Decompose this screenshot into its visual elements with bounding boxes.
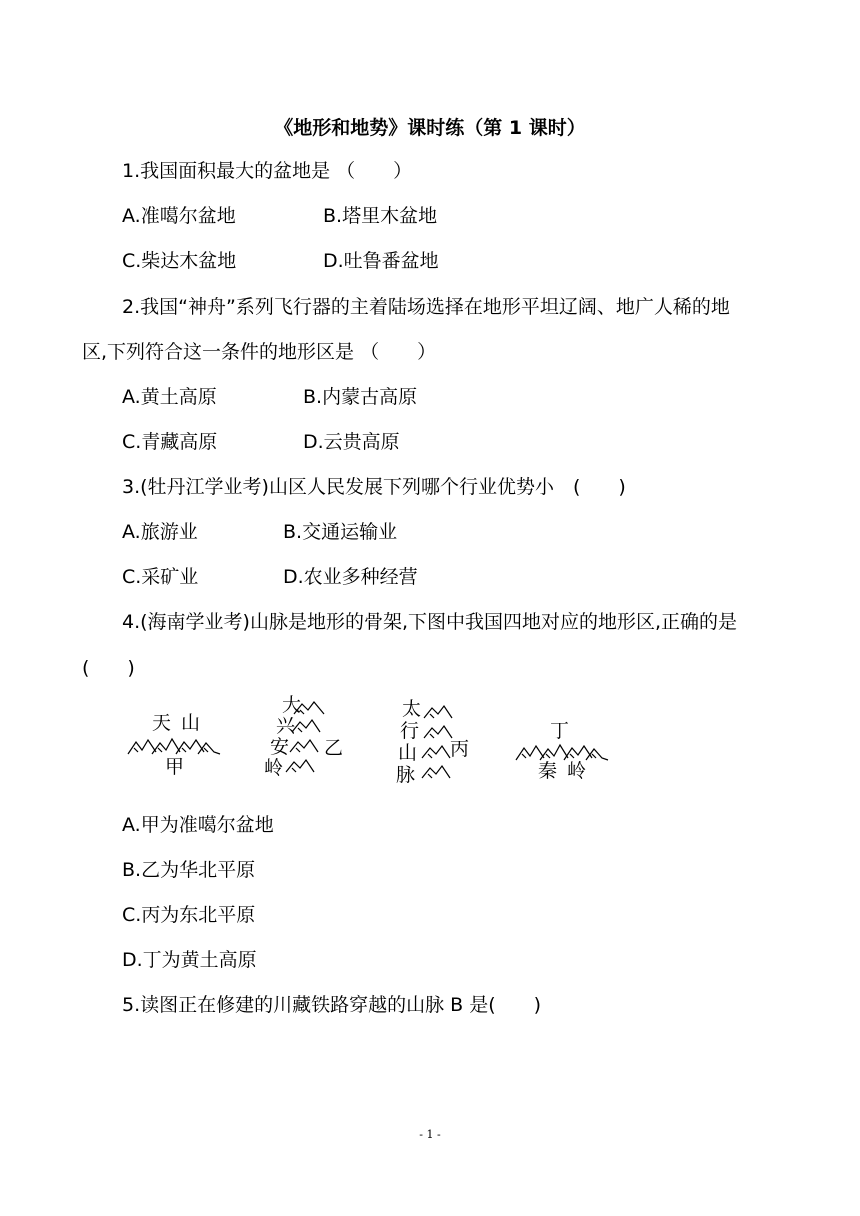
question-4-option-d: D.丁为黄土高原 [122, 949, 257, 971]
question-2-option-c: C.青藏高原 [122, 431, 218, 453]
tianshan-mountain-symbols [128, 734, 220, 756]
label-da: 大 [282, 694, 302, 716]
label-hang: 行 [400, 720, 420, 742]
question-4-option-a: A.甲为准噶尔盆地 [122, 814, 274, 836]
label-ling: 岭 [264, 757, 284, 779]
question-4-option-c: C.丙为东北平原 [122, 904, 256, 926]
label-ding: 丁 [550, 720, 570, 742]
question-1-option-a: A.准噶尔盆地 [122, 205, 236, 227]
question-2-stem-line-2: 区,下列符合这一条件的地形区是 （ ） [82, 341, 437, 363]
question-3-option-b: B.交通运输业 [283, 521, 398, 543]
question-2-option-a: A.黄土高原 [122, 386, 217, 408]
question-2-option-d: D.云贵高原 [303, 431, 400, 453]
question-4-stem-line-2: ( ) [82, 657, 135, 679]
question-3-option-c: C.采矿业 [122, 566, 199, 588]
question-5-stem: 5.读图正在修建的川藏铁路穿越的山脉 B 是( ) [122, 994, 542, 1016]
question-2-option-b: B.内蒙古高原 [303, 386, 418, 408]
question-1-option-b: B.塔里木盆地 [323, 205, 438, 227]
question-3-stem: 3.(牡丹江学业考)山区人民发展下列哪个行业优势小 ( ) [122, 476, 626, 498]
mountain-figure [120, 688, 620, 793]
label-mai: 脉 [396, 764, 416, 786]
question-1-stem: 1.我国面积最大的盆地是 （ ） [122, 160, 413, 182]
label-an: 安 [270, 736, 290, 758]
question-2-stem-line-1: 2.我国“神舟”系列飞行器的主着陆场选择在地形平坦辽阔、地广人稀的地 [122, 296, 730, 318]
label-shan: 山 [398, 742, 418, 764]
label-xing: 兴 [276, 715, 296, 737]
page-number: - 1 - [419, 1128, 441, 1141]
label-tianshan: 天 山 [152, 712, 203, 734]
question-1-option-d: D.吐鲁番盆地 [323, 250, 439, 272]
document-title: 《地形和地势》课时练（第 1 课时） [274, 117, 586, 139]
label-yi: 乙 [324, 737, 344, 759]
question-3-option-a: A.旅游业 [122, 521, 198, 543]
question-3-option-d: D.农业多种经营 [283, 566, 418, 588]
question-4-option-b: B.乙为华北平原 [122, 859, 256, 881]
qinling-mountain-symbols [516, 740, 608, 762]
question-4-stem-line-1: 4.(海南学业考)山脉是地形的骨架,下图中我国四地对应的地形区,正确的是 [122, 611, 738, 633]
label-bing: 丙 [450, 738, 470, 760]
label-jia: 甲 [165, 756, 185, 778]
question-1-option-c: C.柴达木盆地 [122, 250, 237, 272]
label-qinling: 秦 岭 [538, 760, 589, 782]
label-tai: 太 [402, 698, 422, 720]
